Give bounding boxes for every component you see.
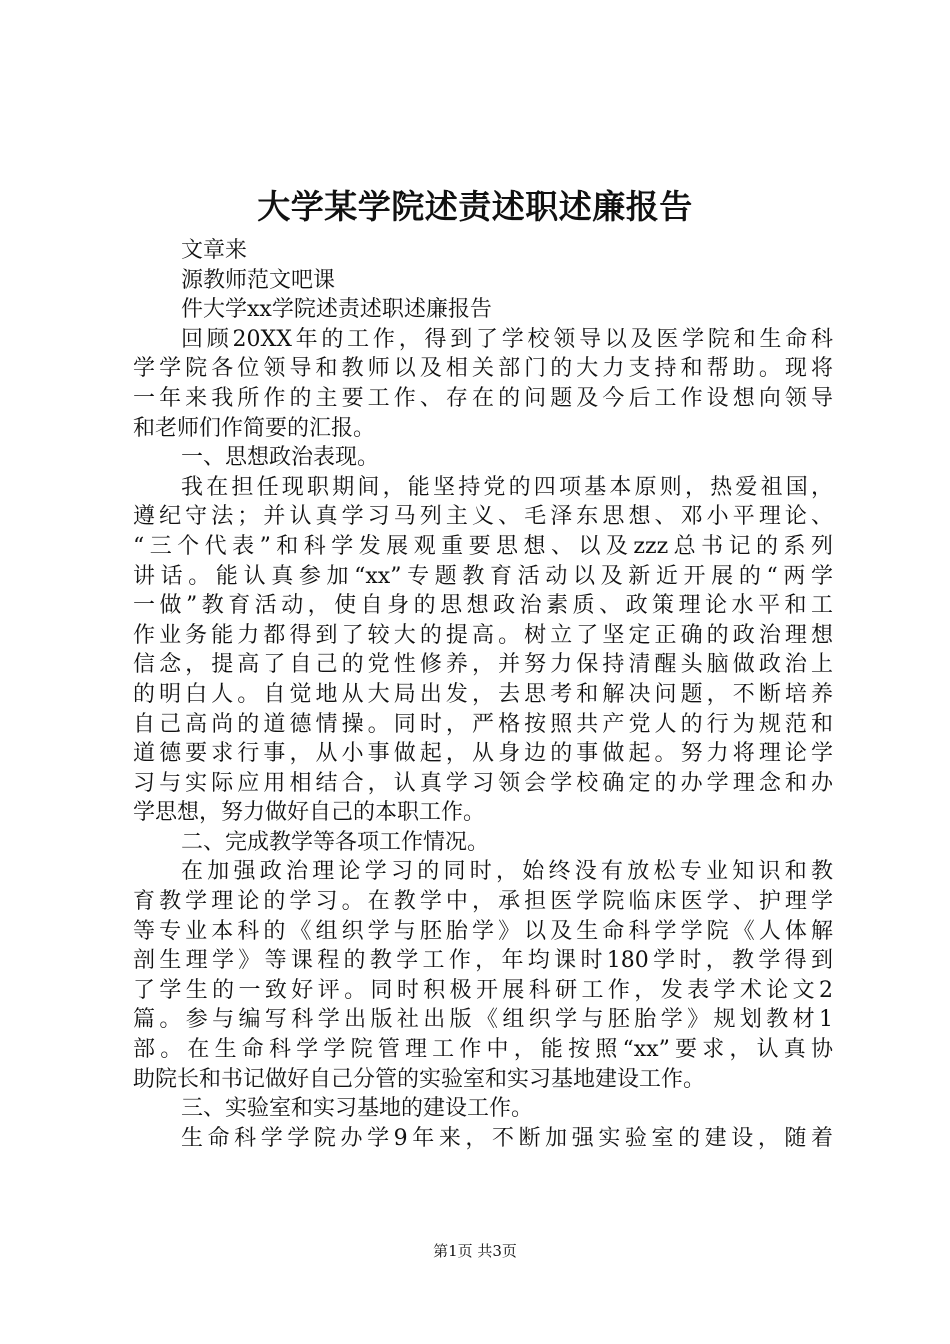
body-line: 和老师们作简要的汇报。 <box>133 415 376 441</box>
section-heading: 一、思想政治表现。 <box>181 445 380 471</box>
body-line: 助院长和书记做好自己分管的实验室和实习基地建设工作。 <box>133 1066 706 1092</box>
section-heading: 二、完成教学等各项工作情况。 <box>181 829 490 855</box>
section-heading: 三、实验室和实习基地的建设工作。 <box>181 1096 534 1122</box>
body-line: 学思想，努力做好自己的本职工作。 <box>133 800 486 826</box>
body-line: 的明白人。自觉地从大局出发，去思考和解决问题，不断培养 <box>133 681 833 707</box>
body-line: 一年来我所作的主要工作、存在的问题及今后工作设想向领导 <box>133 385 833 411</box>
body-line: 在加强政治理论学习的同时，始终没有放松专业知识和教 <box>181 859 833 885</box>
body-line: “三个代表”和科学发展观重要思想、以及zzz总书记的系列 <box>133 533 833 559</box>
document-title: 大学某学院述责述职述廉报告 <box>257 187 693 226</box>
body-line: 件大学xx学院述责述职述廉报告 <box>181 297 492 323</box>
body-line: 源教师范文吧课 <box>181 267 336 293</box>
body-line: 了学生的一致好评。同时积极开展科研工作，发表学术论文2 <box>133 977 833 1003</box>
body-line: 信念，提高了自己的党性修养，并努力保持清醒头脑做政治上 <box>133 652 833 678</box>
body-line: 讲话。能认真参加“xx”专题教育活动以及新近开展的“两学 <box>133 563 833 589</box>
body-line: 剖生理学》等课程的教学工作，年均课时180学时，教学得到 <box>133 948 833 974</box>
body-line: 遵纪守法；并认真学习马列主义、毛泽东思想、邓小平理论、 <box>133 504 833 530</box>
document-body <box>133 236 833 1153</box>
body-line: 部。在生命科学学院管理工作中，能按照“xx”要求，认真协 <box>133 1037 833 1063</box>
body-line: 我在担任现职期间，能坚持党的四项基本原则，热爱祖国， <box>181 474 833 500</box>
body-line: 文章来 <box>181 238 248 263</box>
body-line: 道德要求行事，从小事做起，从身边的事做起。努力将理论学 <box>133 741 833 767</box>
body-line: 回顾20XX年的工作，得到了学校领导以及医学院和生命科 <box>181 326 833 352</box>
body-line: 一做”教育活动，使自身的思想政治素质、政策理论水平和工 <box>133 593 833 619</box>
body-line: 学学院各位领导和教师以及相关部门的大力支持和帮助。现将 <box>133 356 833 382</box>
body-line: 习与实际应用相结合，认真学习领会学校确定的办学理念和办 <box>133 770 833 796</box>
page-number-footer: 第1页 共3页 <box>433 1242 517 1260</box>
body-line: 作业务能力都得到了较大的提高。树立了坚定正确的政治理想 <box>133 622 833 648</box>
body-line: 自己高尚的道德情操。同时，严格按照共产党人的行为规范和 <box>133 711 833 737</box>
body-line: 育教学理论的学习。在教学中，承担医学院临床医学、护理学 <box>133 889 833 915</box>
body-line: 生命科学学院办学9年来，不断加强实验室的建设，随着 <box>181 1125 833 1151</box>
body-line: 等专业本科的《组织学与胚胎学》以及生命科学学院《人体解 <box>133 918 833 944</box>
body-line: 篇。参与编写科学出版社出版《组织学与胚胎学》规划教材1 <box>133 1007 833 1033</box>
